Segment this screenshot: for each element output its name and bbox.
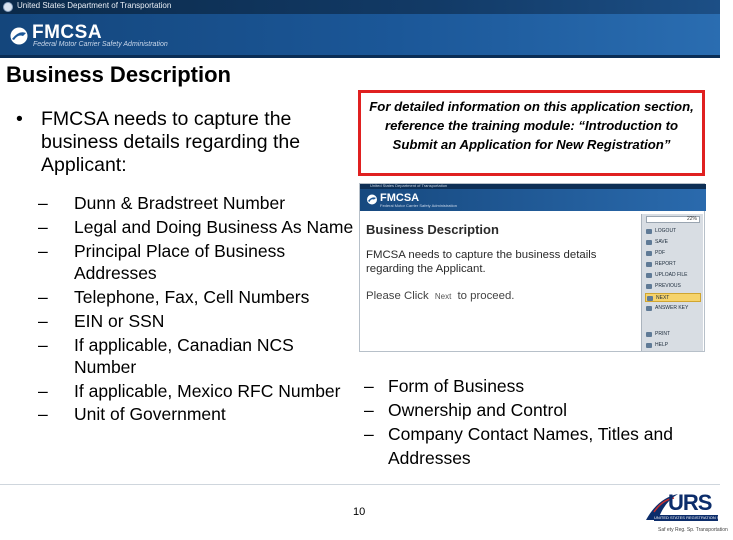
main-bullet-text: FMCSA needs to capture the business details regarding the Applicant: [41, 108, 301, 176]
menu-save[interactable] [645, 238, 701, 247]
urs-logo-subtext: Saf ety Reg. Sp. Transportation [658, 527, 728, 533]
list-item: – Company Contact Names, Titles and Addresses [364, 424, 673, 469]
screenshot-sidebar [641, 214, 703, 351]
list-item-text: Principal Place of Business Addresses [74, 240, 286, 283]
dot-seal-icon [3, 2, 13, 12]
save-icon [646, 240, 652, 245]
proceed-post-text: to proceed. [457, 290, 515, 302]
list-item: – Dunn & Bradstreet Number [38, 193, 286, 213]
menu-label: UPLOAD FILE [655, 272, 688, 278]
pdf-icon [646, 251, 652, 256]
bullet-dot: • [16, 108, 23, 130]
screenshot-agency-subtitle: Federal Motor Carrier Safety Administration [380, 203, 457, 208]
next-icon [647, 296, 653, 301]
list-item-text: If applicable, Mexico RFC Number [74, 380, 341, 401]
menu-previous[interactable] [645, 282, 701, 291]
list-item: – Unit of Government [38, 404, 226, 425]
menu-label: SAVE [655, 239, 668, 245]
menu-answer-key[interactable] [645, 304, 701, 313]
dot-header-bar [0, 0, 720, 14]
menu-report[interactable] [645, 260, 701, 269]
training-note: For detailed information on this application section, reference the training module: “Introduction to Submit an Application for New Registration” [358, 90, 705, 176]
list-item: – Form of Business [364, 376, 525, 396]
menu-next[interactable] [645, 293, 701, 302]
page-number: 10 [353, 506, 366, 518]
list-item: – Principal Place of Business Addresses [38, 240, 286, 283]
list-item: – If applicable, Canadian NCS Number [38, 334, 294, 377]
menu-help[interactable] [645, 341, 701, 350]
logout-icon [646, 229, 652, 234]
menu-label: PDF [655, 250, 665, 256]
menu-label: NEXT [656, 295, 670, 301]
menu-logout[interactable] [645, 227, 701, 236]
report-icon [646, 262, 652, 267]
list-item: – Ownership and Control [364, 400, 567, 421]
screenshot-proceed-line [366, 290, 514, 302]
agency-name: FMCSA [32, 22, 103, 43]
next-link[interactable]: Next [434, 292, 452, 301]
menu-print[interactable] [645, 330, 701, 339]
proceed-pre-text: Please Click [366, 290, 429, 302]
list-item: – Telephone, Fax, Cell Numbers [38, 286, 310, 307]
screenshot-body-text: FMCSA needs to capture the business details regarding the Applicant. [366, 249, 597, 275]
business-detail-list [38, 193, 360, 428]
list-item-text: Dunn & Bradstreet Number [74, 193, 286, 213]
key-icon [646, 306, 652, 311]
business-detail-list-continued [364, 375, 704, 471]
previous-icon [646, 284, 652, 289]
upload-icon [646, 273, 652, 278]
fmcsa-logo-icon [8, 27, 30, 45]
screenshot-section-title: Business Description [366, 222, 499, 237]
urs-logo-tagline: UNITED STATES REGISTRATION SYSTEM [654, 515, 733, 520]
help-icon [646, 343, 652, 348]
page-title: Business Description [6, 62, 231, 87]
list-item-text: Ownership and Control [388, 400, 567, 421]
list-item-text: EIN or SSN [74, 310, 165, 331]
menu-label: HELP [655, 342, 669, 348]
screenshot-fmcsa-logo-icon [366, 194, 378, 205]
progress-indicator: 22% [646, 216, 700, 223]
list-item: – EIN or SSN [38, 310, 165, 331]
menu-label: ANSWER KEY [655, 305, 689, 311]
print-icon [646, 332, 652, 337]
list-item-text: Telephone, Fax, Cell Numbers [74, 286, 310, 307]
list-item: – If applicable, Mexico RFC Number [38, 380, 341, 401]
menu-label: PREVIOUS [655, 283, 681, 289]
menu-label: PRINT [655, 331, 670, 337]
application-screenshot [359, 183, 705, 352]
footer-divider [0, 484, 720, 485]
main-bullet [16, 108, 351, 177]
list-item-text: Form of Business [388, 376, 525, 396]
list-item: – Legal and Doing Business As Name [38, 216, 354, 237]
urs-logo-text: URS [668, 490, 712, 515]
menu-label: REPORT [655, 261, 676, 267]
banner-divider [0, 55, 720, 58]
menu-label: LOGOUT [655, 228, 677, 234]
list-item-text: Company Contact Names, Titles and Addresses [388, 424, 673, 469]
agency-subtitle: Federal Motor Carrier Safety Administration [33, 41, 168, 48]
screenshot-dot-text: United States Department of Transportation [370, 183, 448, 188]
list-item-text: Unit of Government [74, 404, 226, 425]
screenshot-agency-name: FMCSA [380, 192, 420, 204]
menu-upload-file[interactable] [645, 271, 701, 280]
menu-pdf[interactable] [645, 249, 701, 258]
dot-header-text: United States Department of Transportation [17, 1, 172, 10]
fmcsa-banner [0, 14, 720, 55]
list-item-text: If applicable, Canadian NCS Number [74, 334, 294, 377]
list-item-text: Legal and Doing Business As Name [74, 216, 354, 237]
